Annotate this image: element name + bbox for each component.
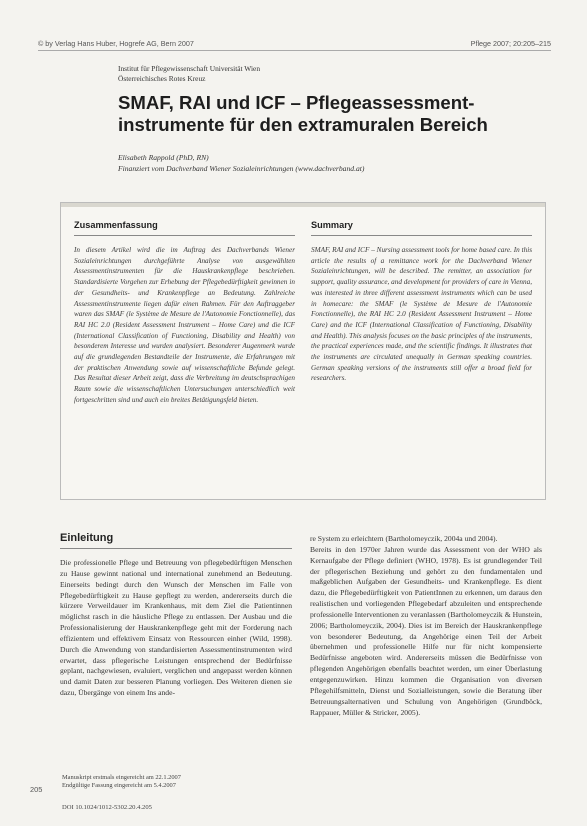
manuscript-dates: [62, 774, 181, 790]
abstract-de-rule: [74, 235, 295, 236]
author-block: [118, 152, 364, 174]
doi: DOI 10.1024/1012-5302.20.4.205: [62, 804, 152, 811]
institution-line-1: Institut für Pflegewissenschaft Universität Wien: [118, 64, 261, 73]
author-name: Elisabeth Rappold (PhD, RN): [118, 153, 209, 162]
funding-note: Finanziert vom Dachverband Wiener Sozialeinrichtungen (www.dachverband.at): [118, 164, 365, 173]
journal-header-right: Pflege 2007; 20:205–215: [470, 39, 551, 48]
manuscript-received: Manuskript erstmals eingereicht am 22.1.2007: [62, 774, 181, 781]
abstract-de-body: In diesem Artikel wird die im Auftrag des Dachverbands Wiener Sozialeinrichtungen durchgeführte Analyse von ausgewählten Assessmentinstrumenten für die Hauskrankenpflege beschrieben. Standardisierte Vorgehen zur Erhebung der Pflegebedürftigkeit gewinnen in der Gesundheits- und Krankenpflege an Bedeutung. Zahlreiche Assessmentinstrumente liegen dafür einen Rahmen. Für den Auftraggeber waren das SMAF (le Système de Mesure de l'Autonomie Fonctionnelle), das RAI HC 2.0 (Resident Assessment Instrument – Home Care) und die ICF (International Classification of Functioning, Disability and Health) von besonderem Interesse und wurden analysiert. Besonderer Augenmerk wurde auf die grundlegenden Bestandteile der Instrumente, die Erfahrungen mit der praktischen Anwendung sowie auf wissenschaftliche Befunde gelegt. Das Resultat dieser Arbeit zeigt, dass die Verbreitung im deutschsprachigen Raum sowie die wissenschaftlichen Untersuchungen unterschiedlich weit fortgeschritten sind und auch ein breites Betätigungsfeld bieten.: [74, 246, 295, 404]
journal-header-left: © by Verlag Hans Huber, Hogrefe AG, Bern 2007: [38, 39, 194, 48]
abstract-box: [60, 202, 546, 500]
institution-block: [118, 64, 260, 84]
manuscript-final: Endgültige Fassung eingereicht am 5.4.2007: [62, 782, 176, 790]
abstract-box-band: [61, 203, 545, 207]
page-number: 205: [30, 785, 43, 794]
body-column-1: Die professionelle Pflege und Betreuung von pflegebedürftigen Menschen zu Hause gewinnt national und international zunehmend an Bedeutung. Einerseits bedingt durch den Wunsch der Menschen im Falle von Pflegebedürftigkeit zu Hause gepflegt zu werden, andererseits durch die kürzere Verweildauer im Krankenhaus, mit dem Ziel die Patientinnen möglichst rasch in die häusliche Pflege zu entlassen. Der Ausbau und die Professionalisierung der Hauskrankenpflege geht mit der Forderung nach effizientem und effektivem Einsatz von Ressourcen einher (Wild, 1998). Durch die Anwendung von standardisierten Assessmentinstrumenten wird erwartet, dass pflegerische Leistungen entsprechend der Bedürfnisse geplant, nachgewiesen, evaluiert, verglichen und angepasst werden können und damit Daten zur besseren Planung vorliegen. Des Weiteren dienen sie dazu, Übergänge von einem Ins ande-: [60, 558, 292, 698]
abstract-en-rule: [311, 235, 532, 236]
section-heading: Einleitung: [60, 532, 114, 544]
abstract-en-body: SMAF, RAI and ICF – Nursing assessment tools for home based care. In this article the results of a remittance work for the Dachverband Wiener Sozialeinrichtungen, will be described. The remitter, an association for support, quality assurance, and development for providers of care in Vienna, was interested in three different assessment instruments which can be used in homecare: the SMAF (le Système de Mesure de l'Autonomie Fonctionnelle), the RAI HC 2.0 (Resident Assessment Instrument – Home Care) and the ICF (International Classification of Functioning, Disability and Health). This analysis focuses on the basic principles of the instruments, the practical experiences made, and the scientific findings. It illustrates that the instruments are circulated unequally in German speaking countries. German speaking versions of the instruments still offer a broad field for researchers.: [311, 246, 533, 383]
header-rule: [38, 50, 551, 51]
body-column-2: re System zu erleichtern (Bartholomeyczik, 2004a und 2004). Bereits in den 1970er Jahren wurde das Assessment von der WHO als Kernaufgabe der Pflege definiert (WHO, 1978). Es ist grundlegender Teil der pflegerischen Beziehung und gehört zu den fundamentalen und maßgeblichen Aufgaben der Gesundheits- und Krankenpflege. Es dient dazu, die Pflegebedürftigkeit von PatientInnen zu erkennen, um daraus den realistischen und vorliegenden Pflegebedarf abzuleiten und entsprechende professionelle Interventionen zu veranlassen (Bartholomeyczik & Hunstein, 2006; Bartholomeyczik, 2004). Dies ist im Bereich der Hauskrankenpflege von besonderer Bedeutung, da Angehörige einen Teil der Arbeit übernehmen und professionelle Hilfe nur für nicht kompensierte Bedürfnisse angeboten wird. Andererseits müssen die Bedürfnisse von pflegenden Angehörigen ebenfalls beachtet werden, um einer Überlastung entgegenzuwirken. Hinzu kommen die Organisation von diversen Pflegehilfsmitteln, Dienst und Sozialleistungen, sowie die Beratung über Betreuungsalternativen und Schulung von Angehörigen (Grundböck, Rappauer, Müller & Stricker, 2005).: [310, 534, 542, 717]
abstract-en-heading: Summary: [311, 220, 353, 230]
abstract-de-heading: Zusammenfassung: [74, 220, 158, 230]
institution-line-2: Österreichisches Rotes Kreuz: [118, 74, 206, 83]
section-rule: [60, 548, 292, 549]
article-title: SMAF, RAI und ICF – Pflegeassessment-instrumente für den extramuralen Bereich: [118, 92, 488, 135]
